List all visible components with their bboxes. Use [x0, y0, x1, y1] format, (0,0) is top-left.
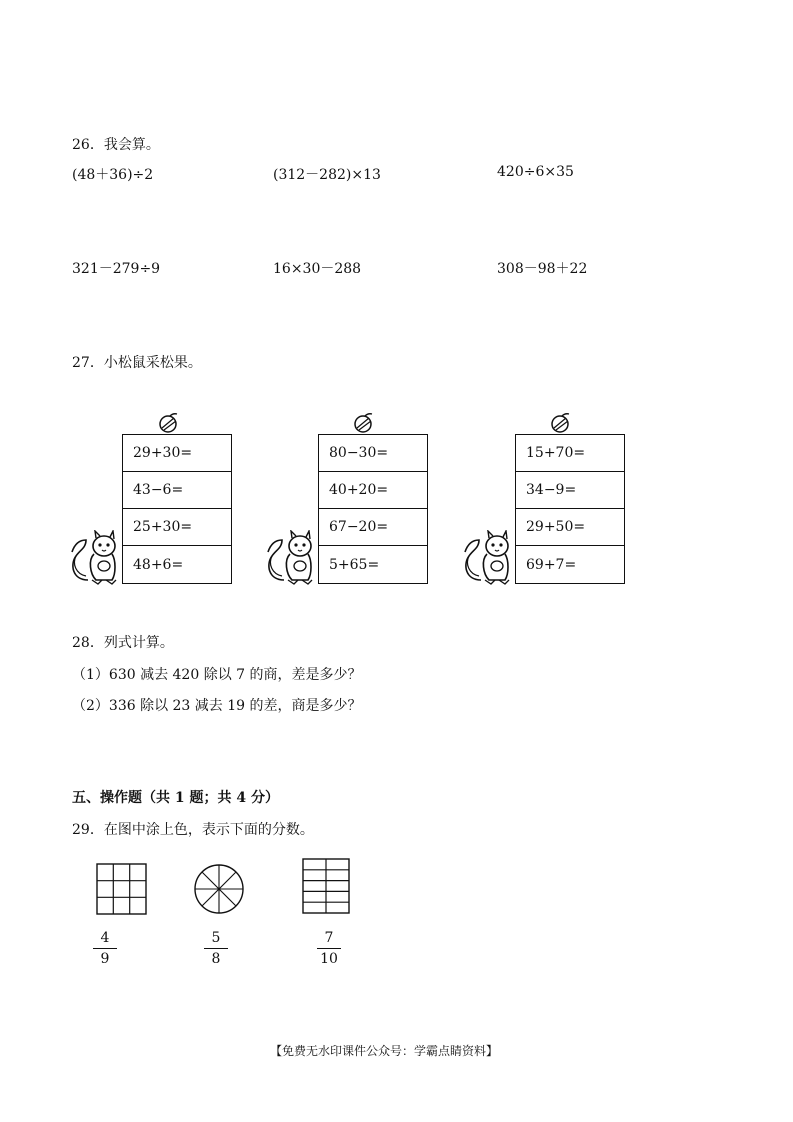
fraction-3	[315, 930, 343, 967]
calc-row: 48+6=	[133, 556, 184, 573]
calc-row: 29+30=	[123, 435, 231, 472]
q27-title: 27．小松鼠采松果。	[72, 355, 202, 371]
calc-row: 29+50=	[516, 509, 624, 546]
calc-row: 69+7=	[526, 556, 577, 573]
calc-row: 25+30=	[123, 509, 231, 546]
squirrel-icon	[264, 530, 320, 586]
fraction-bar	[204, 948, 228, 949]
fraction-numerator: 4	[100, 930, 110, 946]
calc-box-2	[318, 434, 428, 584]
fraction-denominator: 8	[211, 951, 221, 967]
fraction-2	[202, 930, 230, 967]
q26-title: 26．我会算。	[72, 137, 160, 153]
calc-row: 67−20=	[319, 509, 427, 546]
calc-box-1	[122, 434, 232, 584]
fraction-bar	[317, 948, 341, 949]
section-title: 五、操作题（共 1 题；共 4 分）	[72, 790, 279, 806]
fraction-denominator: 10	[320, 951, 338, 967]
q28-item-2: （2）336 除以 23 减去 19 的差，商是多少？	[72, 698, 362, 714]
calc-row: 34−9=	[516, 472, 624, 509]
fraction-numerator: 7	[324, 930, 334, 946]
squirrel-icon	[68, 530, 124, 586]
q26-expr-3: 420÷6×35	[497, 164, 574, 180]
fraction-denominator: 9	[100, 951, 110, 967]
calc-row: 80−30=	[319, 435, 427, 472]
calc-box-3	[515, 434, 625, 584]
pinecone-icon	[549, 412, 573, 434]
grid-2x5-figure	[302, 858, 350, 914]
pinecone-icon	[157, 412, 181, 434]
calc-row: 43−6=	[123, 472, 231, 509]
calc-row: 40+20=	[319, 472, 427, 509]
q26-expr-2: (312－282)×13	[273, 167, 381, 183]
fraction-bar	[93, 948, 117, 949]
squirrel-icon	[461, 530, 517, 586]
calc-row: 5+65=	[329, 556, 380, 573]
q28-item-1: （1）630 减去 420 除以 7 的商，差是多少？	[72, 667, 362, 683]
q28-title: 28．列式计算。	[72, 635, 174, 651]
pinecone-icon	[352, 412, 376, 434]
fraction-1	[91, 930, 119, 967]
circle-8-sectors-figure	[193, 863, 245, 915]
q26-expr-4: 321－279÷9	[72, 261, 161, 277]
footer-note: 【免费无水印课件公众号：学霸点睛资料】	[270, 1044, 499, 1058]
fraction-numerator: 5	[211, 930, 221, 946]
grid-3x3-figure	[96, 863, 147, 915]
q26-expr-1: (48＋36)÷2	[72, 167, 154, 183]
q26-expr-6: 308－98＋22	[497, 261, 588, 277]
q26-expr-5: 16×30－288	[273, 261, 362, 277]
q29-title: 29．在图中涂上色，表示下面的分数。	[72, 822, 314, 838]
calc-row: 15+70=	[516, 435, 624, 472]
